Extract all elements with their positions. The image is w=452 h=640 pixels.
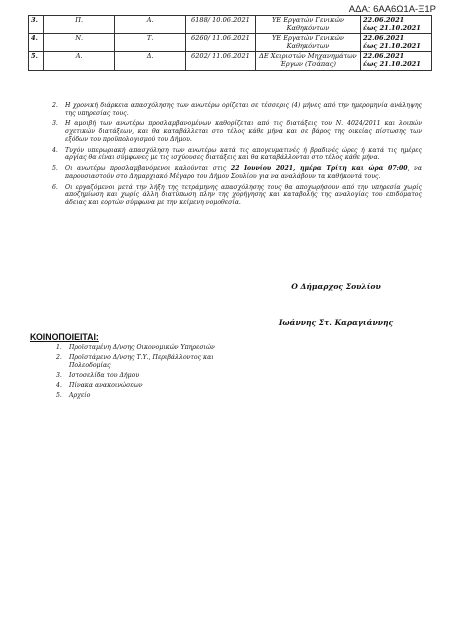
father-initial: Τ. (115, 34, 186, 52)
specialty: ΔΕ Χειριστών Μηχανημάτων Έργων (Τσάπας) (255, 52, 360, 70)
list-item (56, 372, 256, 380)
protocol-number: 6260/ 11.06.2021 (186, 34, 256, 52)
term-text-intro: Οι ανωτέρω προσλαμβανόμενοι καλούνται στις (65, 165, 231, 173)
decision-terms (52, 102, 422, 210)
list-number: 3. (56, 371, 62, 379)
signatory-title: Ο Δήμαρχος Σουλίου (291, 282, 381, 291)
row-number: 3. (29, 16, 44, 34)
period-cell (360, 52, 431, 70)
hires-table (28, 15, 432, 71)
start-date: 22.06.2021 (362, 34, 405, 43)
protocol-number: 6188/ 10.06.2021 (186, 16, 256, 34)
period-cell (360, 16, 431, 34)
specialty: ΥΕ Εργατών Γενικών Καθηκόντων (255, 16, 360, 34)
distribution-title: ΚΟΙΝΟΠΟΙΕΙΤΑΙ: (30, 332, 99, 342)
term-number: 3. (52, 120, 58, 128)
term-text: Τυχόν υπερωριακή απασχόληση των ανωτέρω κατά τις απογευματινές ή βραδινές ώρες ή κατά τις ημέρες αργίας θα είναι σύμφωνες με τις ισχύουσες διατάξεις και θα καταβάλλονται στο τέλος κάθε μήνα. (65, 146, 422, 162)
end-date: έως 21.10.2021 (362, 59, 421, 68)
start-date: 22.06.2021 (362, 16, 405, 24)
list-item (56, 354, 256, 369)
specialty: ΥΕ Εργατών Γενικών Καθηκόντων (255, 34, 360, 52)
father-initial: Α. (115, 16, 186, 34)
term-number: 4. (52, 146, 58, 154)
surname-initial: Ν. (44, 34, 115, 52)
list-number: 2. (56, 353, 62, 361)
recipient: Αρχείο (69, 391, 91, 399)
ada-code: ΑΔΑ: 6ΑΑ6Ω1Α-Ξ1Ρ (348, 4, 436, 15)
term-item (52, 120, 422, 143)
recipient: Ιστοσελίδα του Δήμου (69, 371, 140, 379)
list-number: 5. (56, 391, 62, 399)
term-number: 2. (52, 102, 58, 109)
term-item (52, 102, 422, 117)
term-item (52, 147, 422, 162)
term-text-rest: , να παρουσιαστούν στο Δημαρχιακό Μέγαρο του Δήμου Σουλίου για να αναλάβουν τα καθήκοντά τους. (65, 165, 422, 180)
list-item (56, 392, 256, 400)
end-date: έως 21.10.2021 (362, 41, 421, 50)
table-row (29, 52, 432, 70)
father-initial: Δ. (115, 52, 186, 70)
term-text: Η αμοιβή των ανωτέρω προσλαμβανομένων καθορίζεται από τις διατάξεις του Ν. 4024/2011 και λοιπών σχετικών διατάξεων, και θα καταβάλλεται στο τέλος κάθε μήνα και σε βάρος της οικείας πίστωσης των εξόδων του προϋπολογισμού του Δήμου. (65, 120, 422, 143)
list-number: 4. (56, 381, 62, 389)
recipient: Προϊσταμένη Δ/νσης Οικονομικών Υπηρεσιών (69, 344, 215, 351)
distribution-list (56, 344, 256, 402)
signatory-name: Ιωάννης Στ. Καραγιάννης (278, 318, 394, 327)
term-text: Η χρονική διάρκεια απασχόλησης των ανωτέρω ορίζεται σε τέσσερις (4) μήνες από την ημερομηνία ανάληψης της υπηρεσίας τους. (65, 102, 422, 117)
table-row (29, 34, 432, 52)
reporting-date: 22 Ιουνίου 2021, ημέρα Τρίτη και ώρα 07:00 (230, 165, 408, 173)
protocol-number: 6202/ 11.06.2021 (186, 52, 256, 70)
row-number: 5. (29, 52, 44, 70)
row-number: 4. (29, 34, 44, 52)
surname-initial: Π. (44, 16, 115, 34)
term-item (52, 184, 422, 207)
end-date: έως 21.10.2021 (362, 23, 421, 32)
list-item (56, 382, 256, 390)
recipient: Προϊστάμενο Δ/νσης Τ.Υ., Περιβάλλοντος και Πολεοδομίας (69, 353, 214, 369)
list-item (56, 344, 256, 352)
period-cell (360, 34, 431, 52)
recipient: Πίνακα ανακοινώσεων (69, 381, 143, 389)
term-number: 6. (52, 183, 58, 191)
term-number: 5. (52, 165, 58, 173)
term-item (52, 165, 422, 180)
start-date: 22.06.2021 (362, 52, 405, 61)
term-text: Οι εργαζόμενοι μετά την λήξη της τετράμηνης απασχόλησης τους θα αποχωρήσουν από την υπηρεσία χωρίς αποζημίωση και χωρίς άλλη διατύπωση πλην της χορήγησης και καταβολής της αναλογίας του επιδόματος άδειας και εορτών σύμφωνα με την κείμενη νομοθεσία. (65, 183, 422, 206)
list-number: 1. (56, 344, 62, 351)
surname-initial: Α. (44, 52, 115, 70)
table-row (29, 16, 432, 34)
